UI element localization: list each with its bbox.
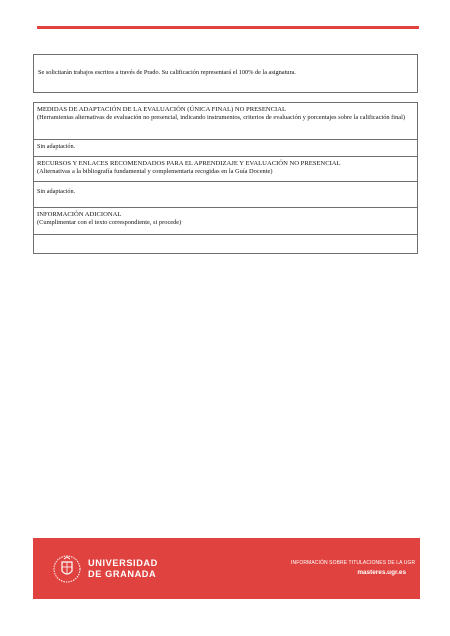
evaluation-note-text: Se solicitarán trabajos escritos a través de Prado. Su calificación representará el 100% de la asignatura. xyxy=(38,69,296,76)
masteres-url-link[interactable]: masteres.ugr.es xyxy=(357,569,406,576)
recursos-subtitle: (Alternativas a la bibliografía fundamental y complementaria recogidas en la Guía Docente) xyxy=(37,168,273,175)
medidas-header-cell xyxy=(34,103,417,140)
medidas-content: Sin adaptación. xyxy=(37,143,76,150)
adaptation-table xyxy=(33,102,418,254)
info-subtitle: (Cumplimentar con el texto correspondiente, si procede) xyxy=(37,219,182,226)
recursos-header-cell xyxy=(34,157,417,182)
recursos-content: Sin adaptación. xyxy=(37,188,76,195)
university-name-line1: UNIVERSIDAD xyxy=(88,558,158,568)
university-name-line2: DE GRANADA xyxy=(88,568,157,579)
info-content-cell xyxy=(34,235,417,255)
info-header-cell xyxy=(34,208,417,235)
medidas-title: MEDIDAS DE ADAPTACIÓN DE LA EVALUACIÓN (ÚNICA FINAL) NO PRESENCIAL xyxy=(37,106,286,113)
recursos-content-cell xyxy=(34,182,417,208)
university-crest-icon xyxy=(53,553,81,585)
recursos-title: RECURSOS Y ENLACES RECOMENDADOS PARA EL APRENDIZAJE Y EVALUACIÓN NO PRESENCIAL xyxy=(37,160,341,167)
titulaciones-info-title: INFORMACIÓN SOBRE TITULACIONES DE LA UGR xyxy=(291,560,416,566)
university-name xyxy=(88,558,158,579)
info-title: INFORMACIÓN ADICIONAL xyxy=(37,211,122,218)
medidas-subtitle: (Herramientas alternativas de evaluación no presencial, indicando instrumentos, criterios de evaluación y porcentajes sobre la calificación final) xyxy=(37,114,406,121)
footer-banner xyxy=(33,538,420,599)
medidas-content-cell xyxy=(34,140,417,157)
evaluation-note-box xyxy=(33,54,418,93)
header-rule xyxy=(37,26,419,29)
